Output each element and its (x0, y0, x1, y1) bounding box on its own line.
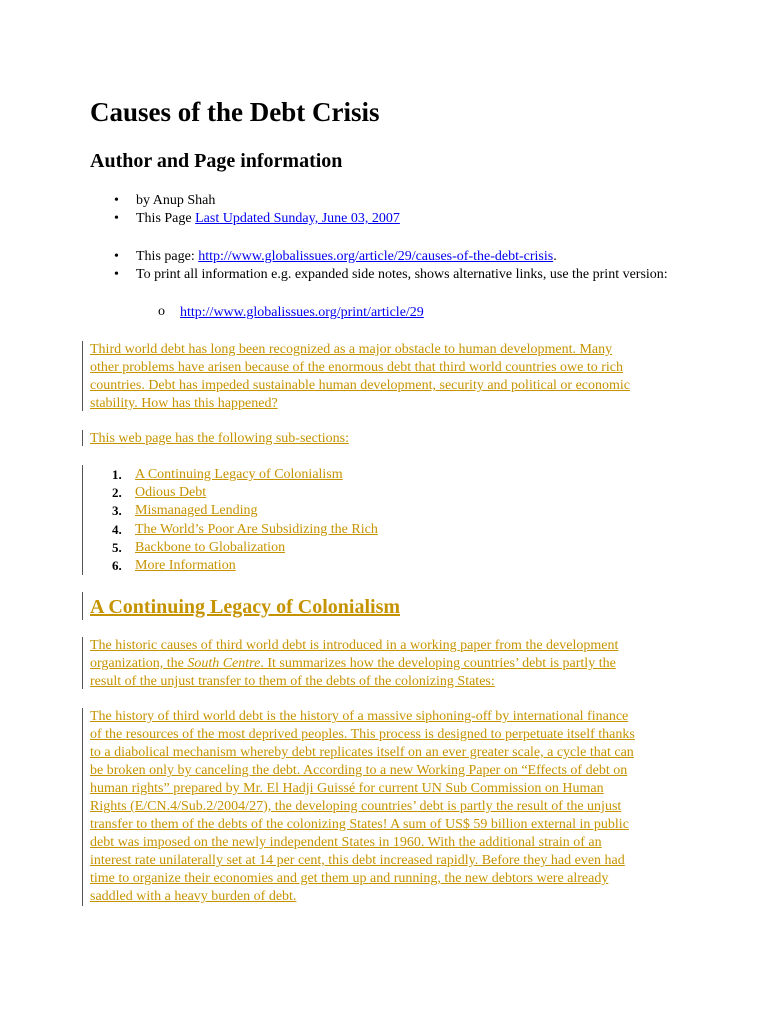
para2-line: to a diabolical mechanism whereby debt replicates itself on an ever greater scale, a cycle that can (90, 745, 634, 760)
para2-line: The history of third world debt is the history of a massive siphoning-off by international finance (90, 709, 629, 724)
intro-line: stability. How has this happened? (90, 396, 278, 411)
section-item[interactable] (90, 502, 378, 520)
author-text: by Anup Shah (136, 193, 216, 208)
south-centre-text: South Centre (187, 656, 261, 671)
section-item[interactable] (90, 539, 378, 557)
para2-line: saddled with a heavy burden of debt. (90, 889, 297, 904)
section-item[interactable] (90, 521, 378, 539)
page-url-link[interactable]: http://www.globalissues.org/article/29/causes-of-the-debt-crisis (198, 249, 554, 264)
intro-line: Third world debt has long been recognized as a major obstacle to human development. Many (90, 342, 613, 357)
page-url-label: This page: (136, 249, 199, 264)
intro-paragraph (90, 341, 710, 413)
this-page-label: This Page (136, 211, 196, 226)
para1-line (90, 655, 710, 673)
print-link-item (90, 304, 424, 322)
para1-line: result of the unjust transfer to them of the debts of the colonizing States: (90, 674, 495, 689)
section-link[interactable]: The World’s Poor Are Subsidizing the Rich (135, 521, 378, 537)
page-title: Causes of the Debt Crisis (90, 97, 380, 127)
sections-list-bar (82, 465, 83, 575)
para2-line: of the resources of the most deprived peoples. This process is designed to perpetuate itself thanks (90, 727, 635, 742)
para1-text: . It summarizes how the developing countries’ debt is partly the (260, 656, 616, 671)
section-item[interactable] (90, 557, 378, 575)
para1-block (82, 637, 619, 689)
para1-line: The historic causes of third world debt is introduced in a working paper from the development (90, 638, 619, 653)
page-links-list (90, 248, 690, 284)
section-link[interactable]: Mismanaged Lending (135, 503, 258, 519)
section-item[interactable] (90, 466, 378, 484)
section-item[interactable] (90, 484, 378, 502)
section-number: 3. (112, 503, 122, 519)
author-info-list (90, 192, 400, 228)
section-number: 1. (112, 467, 122, 482)
author-heading: Author and Page information (90, 150, 343, 172)
para2-line: human rights” prepared by Mr. El Hadji Guissé for current UN Sub Commission on Human (90, 781, 604, 796)
para2 (90, 708, 710, 906)
section-number: 2. (112, 485, 122, 501)
page-url-suffix: . (553, 249, 557, 264)
print-item (90, 266, 690, 284)
section-link[interactable]: More Information (135, 558, 236, 574)
section-number: 5. (112, 539, 122, 555)
print-text: To print all information e.g. expanded side notes, shows alternative links, use the print version: (136, 267, 668, 282)
intro-line: other problems have arisen because of the enormous debt that third world countries owe to rich (90, 360, 624, 375)
subsections-intro: This web page has the following sub-sections: (90, 431, 349, 446)
section-link[interactable]: Backbone to Globalization (135, 539, 286, 555)
print-url-link[interactable]: http://www.globalissues.org/print/article/29 (180, 305, 424, 320)
subsections-intro-block (82, 430, 349, 446)
para2-line: time to organize their economies and get them up and running, the new debtors were already (90, 871, 609, 886)
author-item (90, 192, 400, 210)
para2-line: transfer to them of the debts of the colonizing States! A sum of US$ 59 billion external in public (90, 817, 629, 832)
para2-line: interest rate unilaterally set at 14 per cent, this debt increased rapidly. Before they had even had (90, 853, 625, 868)
page-url-item (90, 248, 690, 266)
para2-line: be broken only by canceling the debt. According to a new Working Paper on “Effects of debt on (90, 763, 628, 778)
section-heading: A Continuing Legacy of Colonialism (90, 596, 401, 618)
section-heading-bar (82, 592, 83, 620)
section-link[interactable]: A Continuing Legacy of Colonialism (135, 467, 343, 482)
last-updated-item (90, 210, 400, 228)
para1-text: organization, the (90, 656, 188, 671)
section-number: 4. (112, 521, 122, 537)
para2-block (82, 708, 635, 906)
para2-line: Rights (E/CN.4/Sub.2/2004/27), the developing countries’ debt is partly the result of the unjust (90, 799, 622, 814)
section-number: 6. (112, 558, 122, 574)
section-link[interactable]: Odious Debt (135, 485, 207, 501)
intro-block (82, 341, 631, 411)
para2-line: debt was imposed on the newly independent States in 1960. With the additional strain of an (90, 835, 602, 850)
intro-line: countries. Debt has impeded sustainable human development, security and political or economic (90, 378, 631, 393)
sections-list (90, 466, 378, 575)
last-updated-link[interactable]: Last Updated Sunday, June 03, 2007 (195, 211, 400, 226)
para1 (90, 637, 710, 691)
